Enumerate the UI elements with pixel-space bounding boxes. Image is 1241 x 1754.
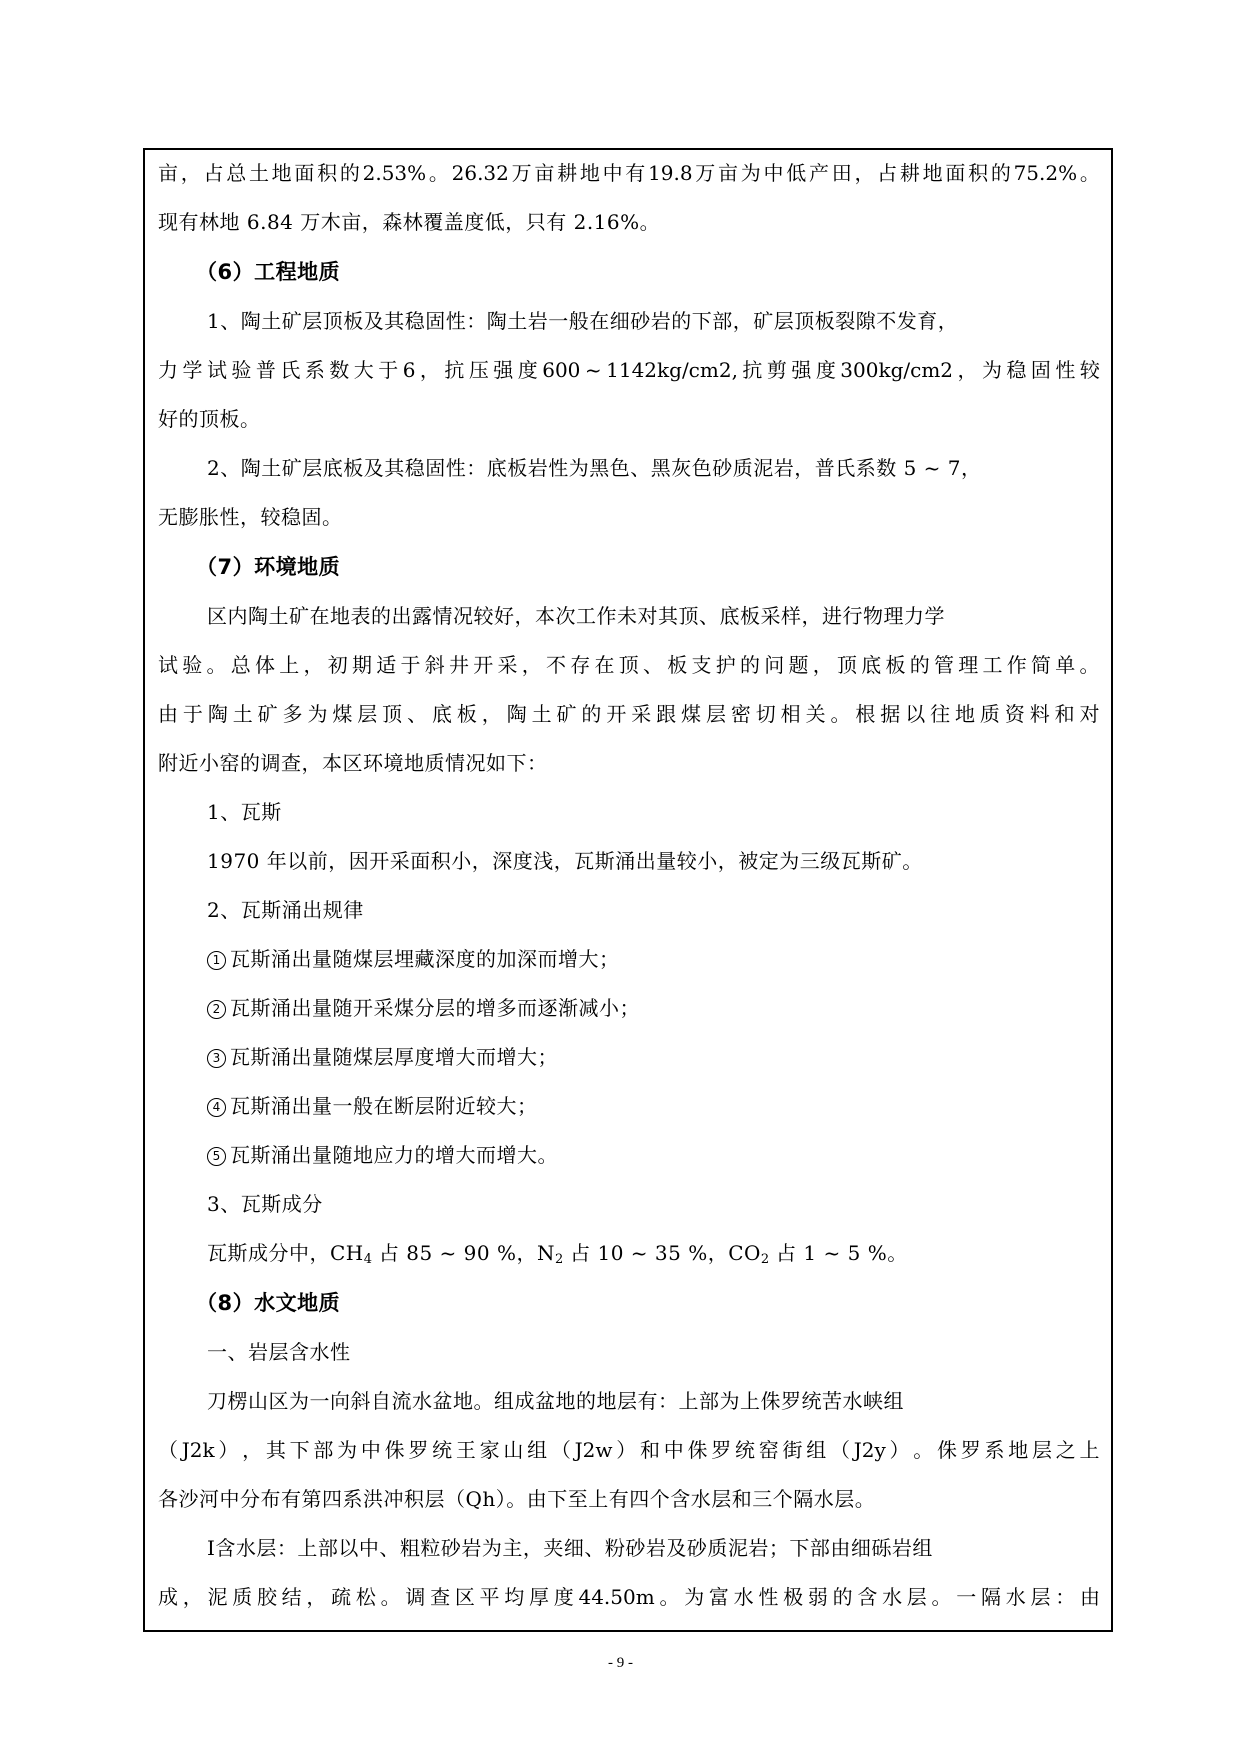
gas-composition-line: 瓦斯成分中，$CH_4$ 占 85 ~ 90 %，$N_2$ 占 10 ~ 35 %，$CO_2$ 占 1 ~ 5 %。 [207, 1241, 908, 1267]
section-heading-6: （6）工程地质 [196, 260, 341, 284]
text-line: 力 学 试 验 普 氏 系 数 大 于 6 ， 抗 压 强 度 600 ~ 1142kg/cm2, 抗 剪 强 度 300kg/cm2 ， 为 稳 固 性 较 [158, 358, 1100, 382]
text-line: 区内陶土矿在地表的出露情况较好，本次工作未对其顶、底板采样，进行物理力学 [207, 604, 945, 628]
list-item: 2 瓦斯涌出量随开采煤分层的增多而逐渐减小； [207, 994, 640, 1022]
text-line: Ⅰ含水层：上部以中、粗粒砂岩为主，夹细、粉砂岩及砂质泥岩；下部由细砾岩组 [207, 1536, 933, 1560]
text-line: 由 于 陶 土 矿 多 为 煤 层 顶 、 底 板 ， 陶 土 矿 的 开 采 跟 煤 层 密 切 相 关 。 根 据 以 往 地 质 资 料 和 对 [158, 702, 1100, 726]
section-heading-7: （7）环境地质 [196, 555, 341, 579]
text-line: 成 ， 泥 质 胶 结 ， 疏 松 。 调 查 区 平 均 厚 度 44.50m 。 为 富 水 性 极 弱 的 含 水 层 。 一 隔 水 层 ： 由 [158, 1585, 1100, 1609]
text-line: 2、陶土矿层底板及其稳固性：底板岩性为黑色、黑灰色砂质泥岩，普氏系数 5 ~ 7， [207, 456, 982, 480]
text-line: 各沙河中分布有第四系洪冲积层（Qh）。由下至上有四个含水层和三个隔水层。 [158, 1487, 876, 1511]
circled-number: 3 [207, 1049, 226, 1068]
list-item: 1 瓦斯涌出量随煤层埋藏深度的加深而增大； [207, 945, 620, 973]
circled-number: 2 [207, 1000, 226, 1019]
list-item: 4 瓦斯涌出量一般在断层附近较大； [207, 1092, 538, 1120]
text-line: 好的顶板。 [158, 407, 261, 431]
text-line: 1970 年以前，因开采面积小，深度浅，瓦斯涌出量较小，被定为三级瓦斯矿。 [207, 849, 923, 873]
text-line: 试 验 。 总 体 上 ， 初 期 适 于 斜 井 开 采 ， 不 存 在 顶 、 板 支 护 的 问 题 ， 顶 底 板 的 管 理 工 作 简 单 。 [158, 653, 1100, 677]
text-line: 1、瓦斯 [207, 800, 282, 824]
text-line: 现有林地 6.84 万木亩，森林覆盖度低，只有 2.16%。 [158, 210, 661, 234]
circled-number: 1 [207, 951, 226, 970]
page-number: - 9 - [608, 1655, 633, 1671]
text-line: （ J2k ） ， 其 下 部 为 中 侏 罗 统 王 家 山 组 （ J2w ） 和 中 侏 罗 统 窑 街 组 （ J2y ） 。 侏 罗 系 地 层 之 上 [158, 1438, 1100, 1462]
text-line: 2、瓦斯涌出规律 [207, 898, 364, 922]
section-heading-8: （8）水文地质 [196, 1291, 341, 1315]
circled-number: 4 [207, 1098, 226, 1117]
text-line: 刀楞山区为一向斜自流水盆地。组成盆地的地层有：上部为上侏罗统苦水峡组 [207, 1389, 904, 1413]
text-line: 1、陶土矿层顶板及其稳固性：陶土岩一般在细砂岩的下部，矿层顶板裂隙不发育， [207, 309, 959, 333]
list-item: 3 瓦斯涌出量随煤层厚度增大而增大； [207, 1043, 558, 1071]
text-line: 无膨胀性，较稳固。 [158, 505, 343, 529]
circled-number: 5 [207, 1147, 226, 1166]
list-item: 5 瓦斯涌出量随地应力的增大而增大。 [207, 1141, 558, 1169]
text-line: 3、瓦斯成分 [207, 1192, 323, 1216]
text-line: 亩 ， 占 总 土 地 面 积 的 2.53% 。 26.32 万 亩 耕 地 中 有 19.8 万 亩 为 中 低 产 田 ， 占 耕 地 面 积 的 75.2% 。 [158, 161, 1100, 185]
text-line: 一、岩层含水性 [207, 1340, 351, 1364]
text-line: 附近小窑的调查，本区环境地质情况如下： [158, 751, 548, 775]
